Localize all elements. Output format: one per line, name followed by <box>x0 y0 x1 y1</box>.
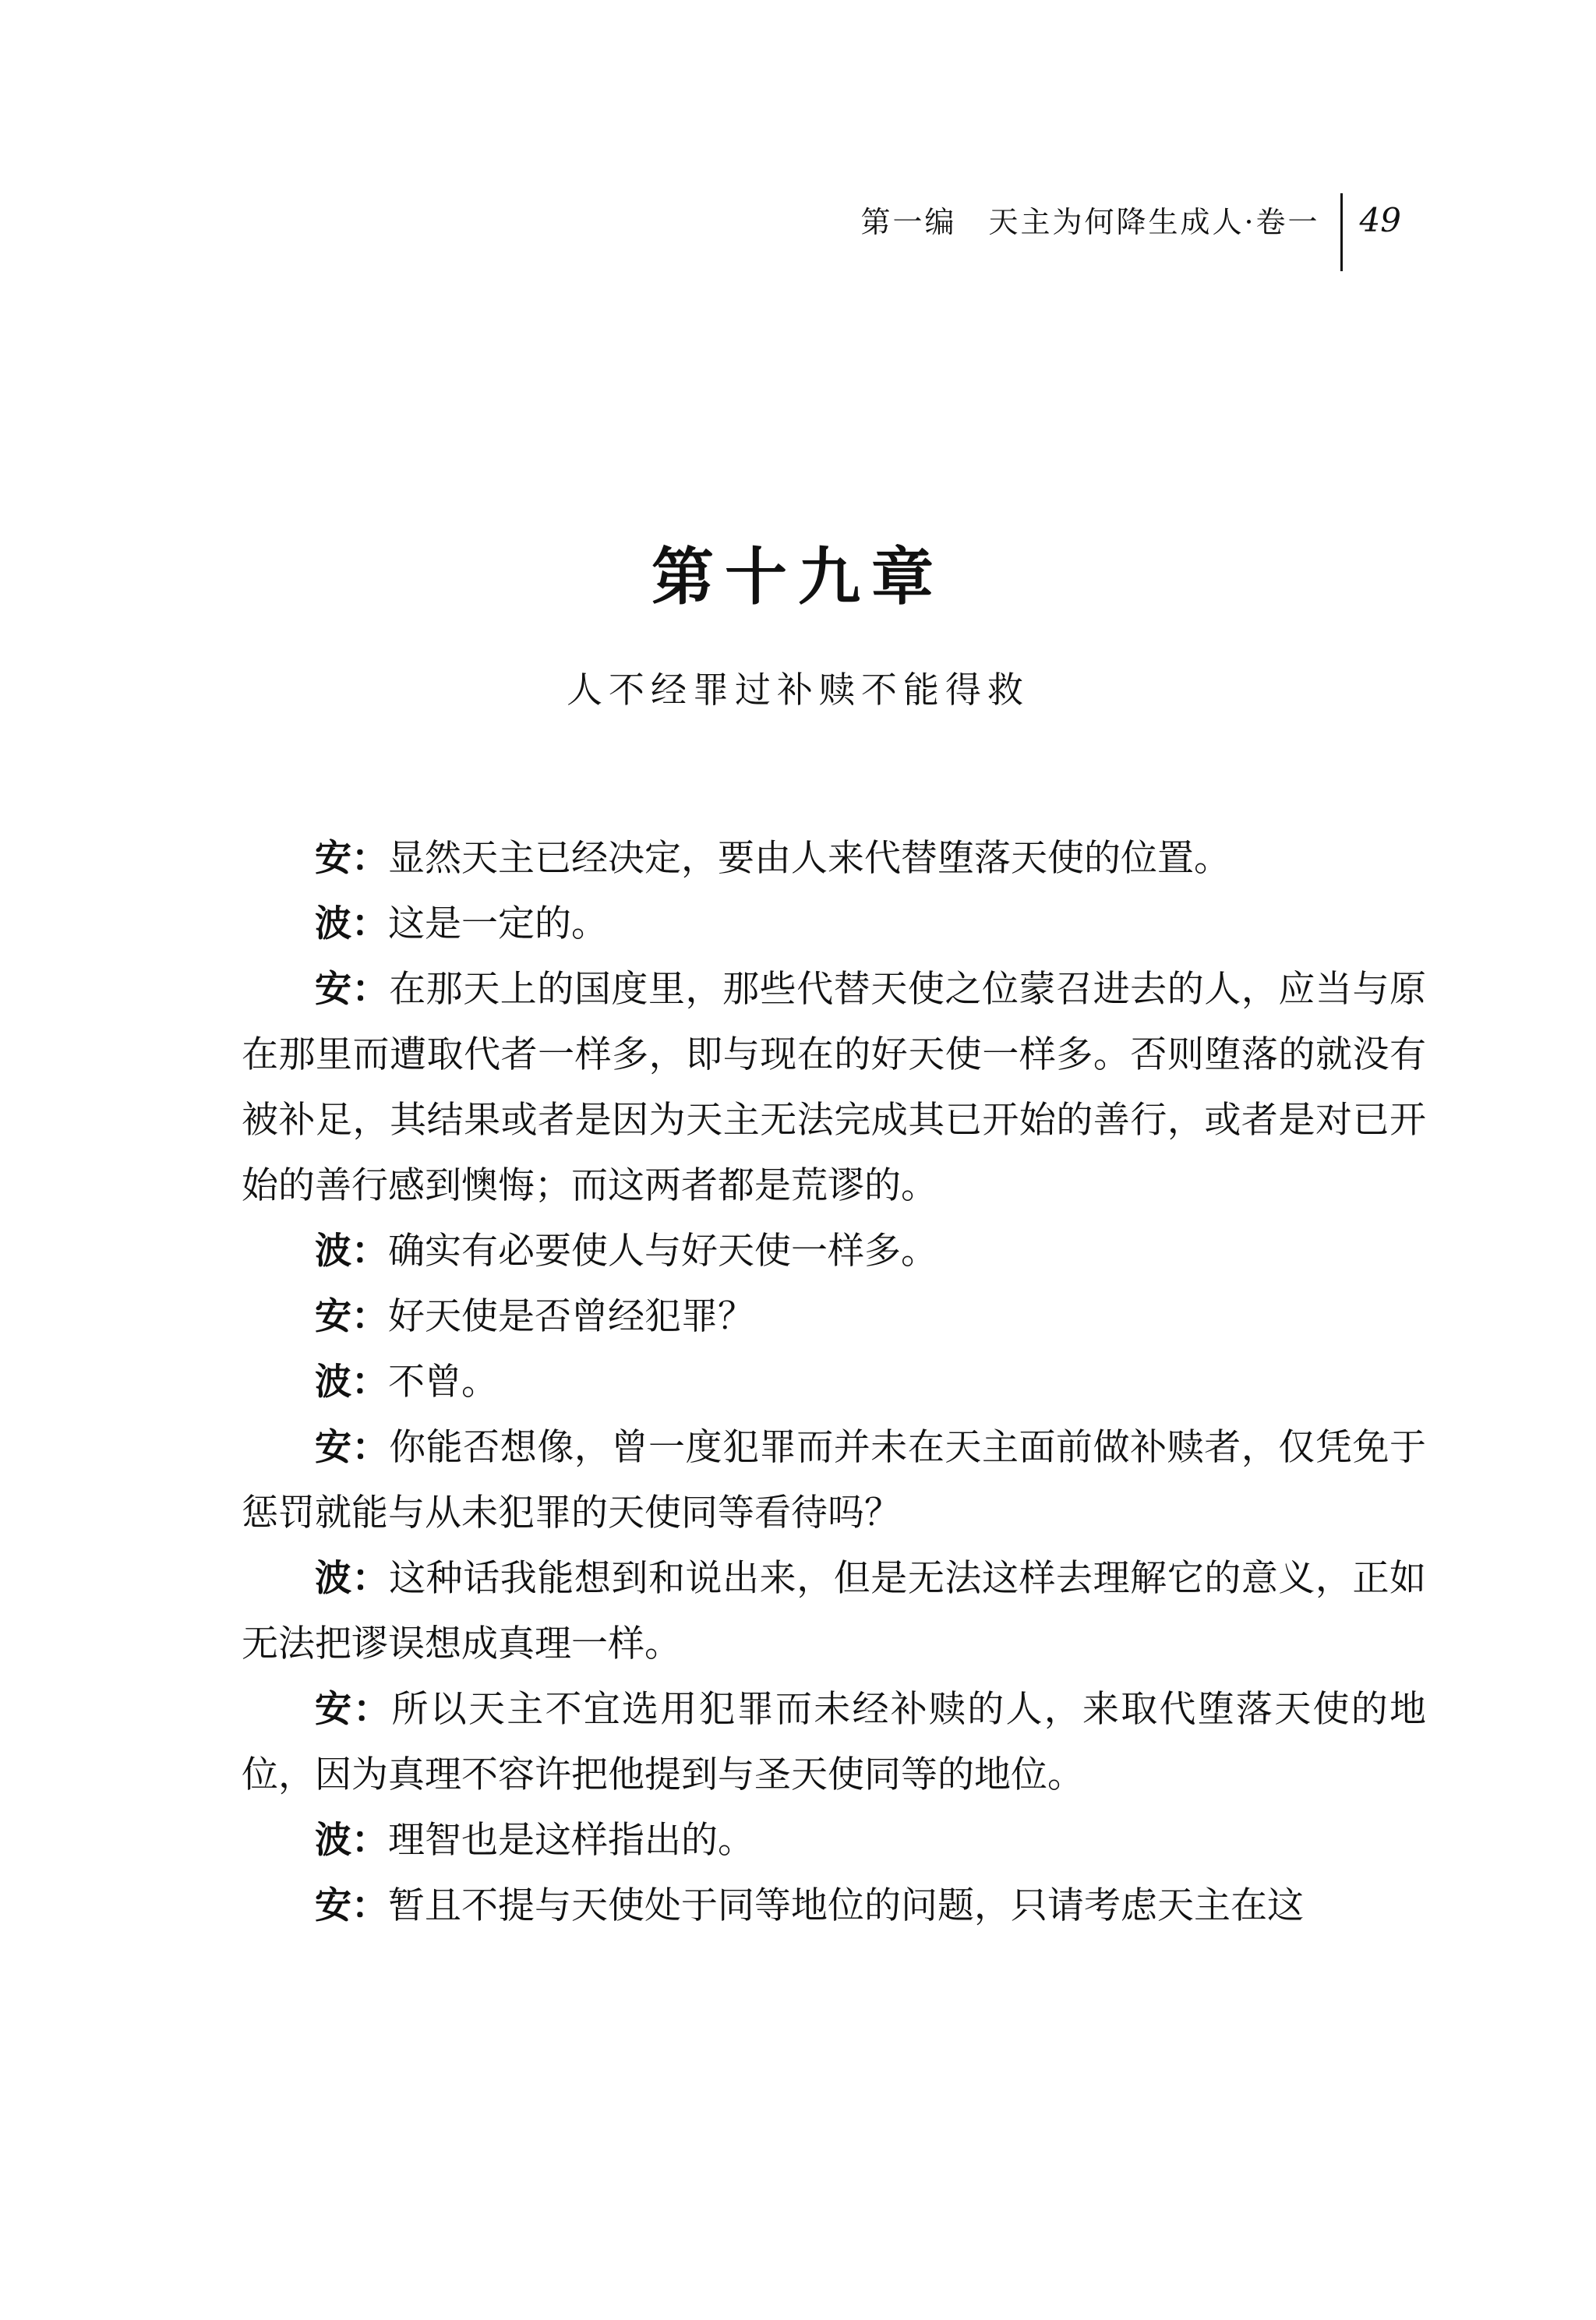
speaker-separator: ： <box>351 1557 390 1600</box>
running-header <box>860 193 1401 271</box>
speaker-label: 安 <box>315 837 351 880</box>
speaker-label: 安 <box>315 1426 352 1469</box>
dialogue-paragraph <box>242 1546 1426 1677</box>
speaker-separator: ： <box>351 902 388 945</box>
dialogue-text: 确实有必要使人与好天使一样多。 <box>388 1230 937 1273</box>
dialogue-body <box>242 826 1426 1939</box>
dialogue-paragraph <box>242 1350 1426 1415</box>
dialogue-paragraph <box>242 826 1426 892</box>
dialogue-text: 在那天上的国度里，那些代替天使之位蒙召进去的人，应当与原在那里而遭取代者一样多，即与现在的好天使一样多。否则堕落的就没有被补足，其结果或者是因为天主无法完成其已开始的善行，或者是对已开始的善行感到懊悔；而这两者都是荒谬的。 <box>242 968 1427 1207</box>
dialogue-text: 暂且不提与天使处于同等地位的问题，只请考虑天主在这 <box>388 1884 1304 1927</box>
speaker-label: 波 <box>315 902 351 945</box>
speaker-label: 安 <box>315 1688 354 1731</box>
dialogue-paragraph <box>242 892 1426 957</box>
dialogue-paragraph <box>242 957 1426 1219</box>
speaker-label: 安 <box>315 1884 351 1927</box>
speaker-label: 波 <box>315 1230 351 1273</box>
speaker-label: 安 <box>315 1295 351 1338</box>
dialogue-text: 你能否想像，曾一度犯罪而并未在天主面前做补赎者，仅凭免于惩罚就能与从未犯罪的天使同等看待吗？ <box>242 1426 1427 1534</box>
dialogue-text: 显然天主已经决定，要由人来代替堕落天使的位置。 <box>388 837 1231 880</box>
speaker-separator: ： <box>351 1819 388 1862</box>
dialogue-text: 所以天主不宜选用犯罪而未经补赎的人，来取代堕落天使的地位，因为真理不容许把他提到与圣天使同等的地位。 <box>242 1688 1426 1796</box>
speaker-label: 安 <box>315 968 352 1011</box>
dialogue-paragraph <box>242 1284 1426 1350</box>
dialogue-text: 好天使是否曾经犯罪？ <box>388 1295 754 1338</box>
dialogue-paragraph <box>242 1808 1426 1873</box>
dialogue-text: 这种话我能想到和说出来，但是无法这样去理解它的意义，正如无法把谬误想成真理一样。 <box>242 1557 1427 1665</box>
chapter-subtitle: 人不经罪过补赎不能得救 <box>567 669 1029 711</box>
speaker-label: 波 <box>315 1819 351 1862</box>
dialogue-text: 不曾。 <box>388 1361 498 1404</box>
speaker-label: 波 <box>315 1557 352 1600</box>
dialogue-paragraph <box>242 1219 1426 1284</box>
chapter-title: 第十九章 <box>651 540 945 613</box>
speaker-separator: ： <box>353 1688 392 1731</box>
speaker-separator: ： <box>351 968 390 1011</box>
running-title: 第一编 天主为何降生成人·卷一 <box>860 205 1320 239</box>
speaker-label: 波 <box>315 1361 351 1404</box>
speaker-separator: ： <box>351 1230 388 1273</box>
dialogue-text: 这是一定的。 <box>388 902 608 945</box>
speaker-separator: ： <box>351 1295 388 1338</box>
speaker-separator: ： <box>351 837 388 880</box>
speaker-separator: ： <box>351 1884 388 1927</box>
dialogue-text: 理智也是这样指出的。 <box>388 1819 754 1862</box>
speaker-separator: ： <box>351 1426 390 1469</box>
dialogue-paragraph <box>242 1677 1426 1808</box>
page-number: 49 <box>1359 201 1401 239</box>
dialogue-paragraph <box>242 1415 1426 1546</box>
speaker-separator: ： <box>351 1361 388 1404</box>
dialogue-paragraph <box>242 1873 1426 1939</box>
